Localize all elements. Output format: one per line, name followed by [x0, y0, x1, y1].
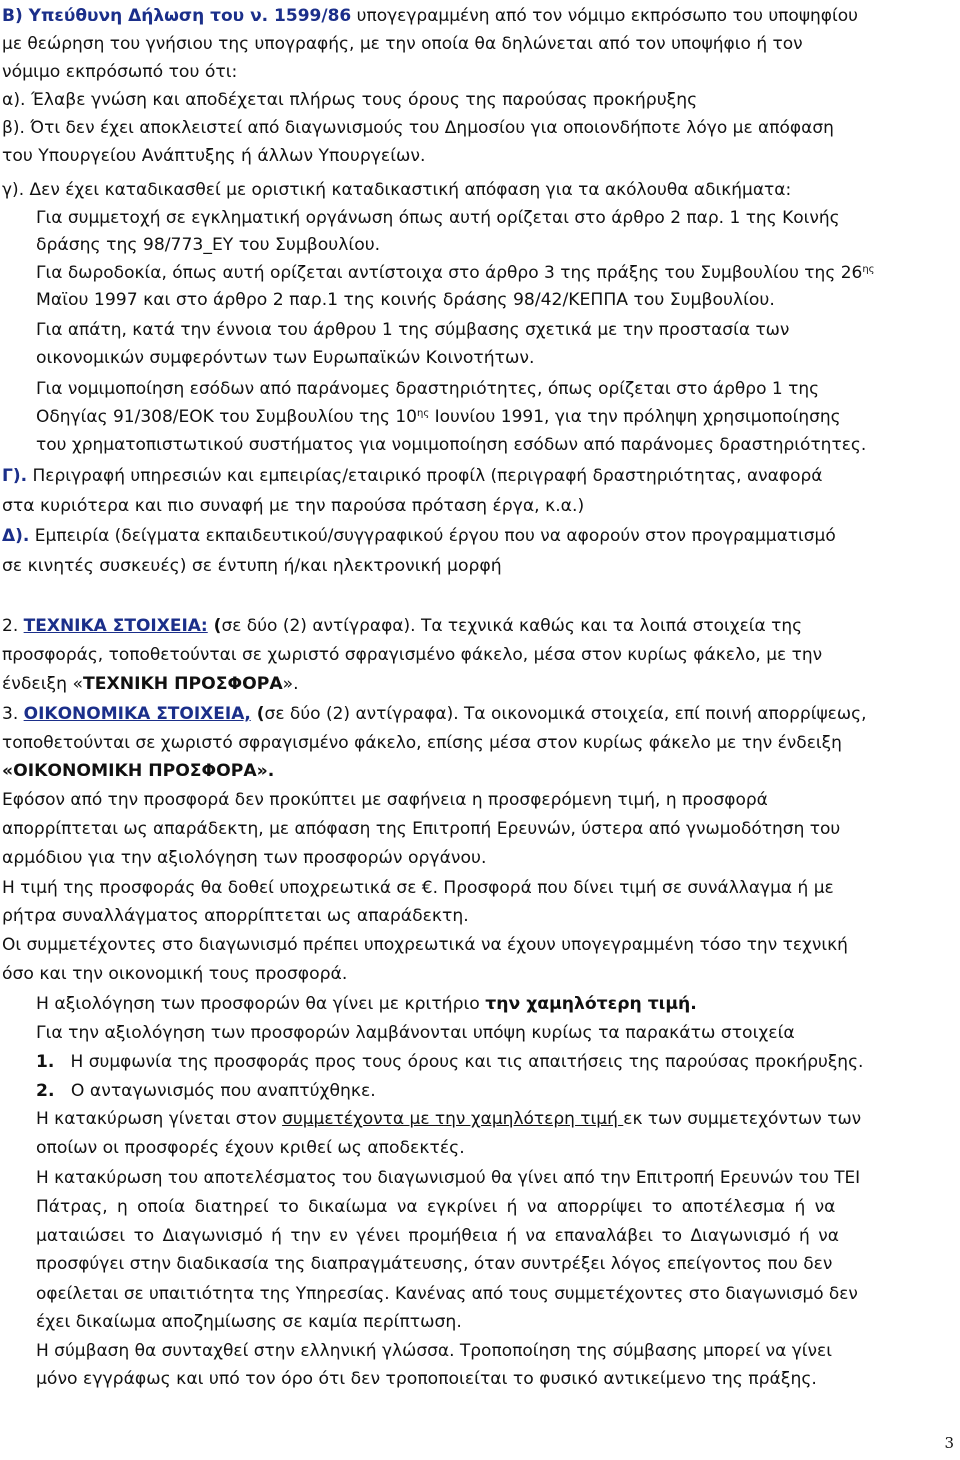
text-span: Η αξιολόγηση των προσφορών θα γίνει με κριτήριο — [36, 994, 486, 1014]
text-line: Η σύμβαση θα συνταχθεί στην ελληνική γλώσσα. Τροποποίηση της σύμβασης μπορεί να γίνει — [36, 1341, 832, 1361]
text-line: ματαιώσει το Διαγωνισμό ή την εν γένει προμήθεια ή να επαναλάβει το Διαγωνισμό ή να — [36, 1226, 839, 1246]
text-span-bold: την χαμηλότερη τιμή. — [485, 994, 697, 1014]
text-line: προσφύγει στην διαδικασία της διαπραγμάτευσης, όταν συντρέξει λόγος επείγοντος που δεν — [36, 1254, 833, 1274]
text-span: ( — [207, 616, 222, 636]
list-text: Η συμφωνία της προσφοράς προς τους όρους και τις απαιτήσεις της παρούσας προκήρυξης. — [70, 1052, 864, 1072]
text-line — [36, 261, 875, 285]
text-line: Η κατακύρωση του αποτελέσματος του διαγωνισμού θα γίνει από την Επιτροπή Ερευνών του ΤΕΙ — [36, 1167, 861, 1187]
list-item — [36, 1079, 376, 1103]
section-heading-technical: ΤΕΧΝΙΚΑ ΣΤΟΙΧΕΙΑ: — [23, 616, 208, 636]
text-span: Εμπειρία (δείγματα εκπαιδευτικού/συγγραφικού έργου που να αφορούν στον προγραμματισμό — [29, 526, 836, 546]
text-line — [2, 702, 867, 726]
list-number: 2. — [36, 1081, 55, 1101]
text-line: γ). Δεν έχει καταδικασθεί με οριστική καταδικαστική απόφαση για τα ακόλουθα αδικήματα: — [2, 180, 792, 200]
text-span: εκ των συμμετεχόντων των — [623, 1109, 862, 1129]
text-line — [2, 464, 822, 488]
text-line: ρήτρα συναλλάγματος απορρίπτεται ως απαράδεκτη. — [2, 906, 469, 926]
list-number: 1. — [36, 1052, 55, 1072]
superscript: ης — [417, 408, 430, 419]
text-line: του Υπουργείου Ανάπτυξης ή άλλων Υπουργείων. — [2, 146, 426, 166]
text-span: σε δύο (2) αντίγραφα). Τα οικονομικά στοιχεία, επί ποινή απορρίψεως, — [264, 704, 867, 724]
text-line: στα κυριότερα και πιο συναφή με την παρούσα πρόταση έργα, κ.α.) — [2, 496, 585, 516]
text-span: υπογεγραμμένη από τον νόμιμο εκπρόσωπο του υποψηφίου — [351, 6, 859, 26]
text-line: νόμιμο εκπρόσωπό του ότι: — [2, 62, 238, 82]
text-span: ». — [282, 674, 299, 694]
text-line: προσφοράς, τοποθετούνται σε χωριστό σφραγισμένο φάκελο, μέσα στον κυρίως φάκελο, με την — [2, 645, 823, 665]
text-span: Ιουνίου 1991, για την πρόληψη χρησιμοποίησης — [429, 407, 841, 427]
section-number: 3. — [2, 704, 24, 724]
list-text: Ο ανταγωνισμός που αναπτύχθηκε. — [70, 1081, 376, 1101]
text-line: οικονομικών συμφερόντων των Ευρωπαϊκών Κοινοτήτων. — [36, 348, 535, 368]
text-line: μόνο εγγράφως και υπό τον όρο ότι δεν τροποποιείται το φυσικό αντικείμενο της πράξης. — [36, 1369, 817, 1389]
text-line: «ΟΙΚΟΝΟΜΙΚΗ ΠΡΟΣΦΟΡΑ». — [2, 761, 275, 781]
text-line: σε κινητές συσκευές) σε έντυπη ή/και ηλεκτρονική μορφή — [2, 556, 502, 576]
text-line: Η τιμή της προσφοράς θα δοθεί υποχρεωτικά σε €. Προσφορά που δίνει τιμή σε συνάλλαγμα ή με — [2, 878, 834, 898]
text-line — [2, 614, 802, 638]
superscript: ης — [862, 264, 875, 275]
text-span: ένδειξη « — [2, 674, 83, 694]
text-line: δράσης της 98/773_ΕΥ του Συμβουλίου. — [36, 235, 381, 255]
text-line: όσο και την οικονομική τους προσφορά. — [2, 964, 348, 984]
page-number: 3 — [944, 1434, 954, 1452]
text-line: Για συμμετοχή σε εγκληματική οργάνωση όπως αυτή ορίζεται στο άρθρο 2 παρ. 1 της Κοινής — [36, 208, 840, 228]
text-line: οποίων οι προσφορές έχουν κριθεί ως αποδεκτές. — [36, 1138, 465, 1158]
text-span: Η κατακύρωση γίνεται στον — [36, 1109, 283, 1129]
text-span: Περιγραφή υπηρεσιών και εμπειρίας/εταιρικό προφίλ (περιγραφή δραστηριότητας, αναφορά — [27, 466, 823, 486]
text-line: Πάτρας, η οποία διατηρεί το δικαίωμα να εγκρίνει ή να απορρίψει το αποτέλεσμα ή να — [36, 1197, 836, 1217]
text-line: τοποθετούνται σε χωριστό σφραγισμένο φάκελο, επίσης μέσα στον κυρίως φάκελο με την ένδειξη — [2, 733, 842, 753]
list-item — [36, 1050, 863, 1074]
text-line: αρμόδιου για την αξιολόγηση των προσφορών οργάνου. — [2, 848, 487, 868]
text-line — [36, 992, 697, 1016]
section-heading-c: Γ). — [2, 466, 28, 486]
text-line: Για νομιμοποίηση εσόδων από παράνομες δραστηριότητες, όπως ορίζεται στο άρθρο 1 της — [36, 379, 820, 399]
text-line: με θεώρηση του γνήσιου της υπογραφής, με την οποία θα δηλώνεται από τον υποψήφιο ή τον — [2, 34, 803, 54]
text-line: έχει δικαίωμα αποζημίωσης σε καμία περίπτωση. — [36, 1312, 462, 1332]
text-line: του χρηματοπιστωτικού συστήματος για νομιμοποίηση εσόδων από παράνομες δραστηριότητες. — [36, 435, 867, 455]
text-span-underlined: συμμετέχοντα με την χαμηλότερη τιμή — [282, 1109, 624, 1129]
text-line: Οι συμμετέχοντες στο διαγωνισμό πρέπει υποχρεωτικά να έχουν υπογεγραμμένη τόσο την τεχνική — [2, 935, 848, 955]
section-number: 2. — [2, 616, 24, 636]
text-span: Για δωροδοκία, όπως αυτή ορίζεται αντίστοιχα στο άρθρο 3 της πράξης του Συμβουλίου της 26 — [36, 263, 863, 283]
section-heading-d: Δ). — [2, 526, 30, 546]
text-line: Εφόσον από την προσφορά δεν προκύπτει με σαφήνεια η προσφερόμενη τιμή, η προσφορά — [2, 790, 768, 810]
text-line — [36, 1107, 861, 1131]
section-heading-financial: ΟΙΚΟΝΟΜΙΚΑ ΣΤΟΙΧΕΙΑ, — [23, 704, 251, 724]
text-line — [2, 524, 836, 548]
text-line — [2, 672, 299, 696]
text-line — [36, 405, 841, 429]
text-line: Μαϊου 1997 και στο άρθρο 2 παρ.1 της κοινής δράσης 98/42/ΚΕΠΠΑ του Συμβουλίου. — [36, 290, 775, 310]
text-line: Για την αξιολόγηση των προσφορών λαμβάνονται υπόψη κυρίως τα παρακάτω στοιχεία — [36, 1023, 795, 1043]
text-span: σε δύο (2) αντίγραφα). Τα τεχνικά καθώς και τα λοιπά στοιχεία της — [221, 616, 803, 636]
text-line: απορρίπτεται ως απαράδεκτη, με απόφαση της Επιτροπή Ερευνών, ύστερα από γνωμοδότηση του — [2, 819, 841, 839]
text-line: οφείλεται σε υπαιτιότητα της Υπηρεσίας. Κανένας από τους συμμετέχοντες στο διαγωνισμό δεν — [36, 1283, 858, 1303]
text-line: β). Ότι δεν έχει αποκλειστεί από διαγωνισμούς του Δημοσίου για οποιονδήποτε λόγο με απόφαση — [2, 118, 834, 138]
text-span: Οδηγίας 91/308/ΕΟΚ του Συμβουλίου της 10 — [36, 407, 417, 427]
text-line — [2, 4, 858, 28]
text-line: α). Έλαβε γνώση και αποδέχεται πλήρως τους όρους της παρούσας προκήρυξης — [2, 90, 698, 110]
section-heading-b: Β) Υπεύθυνη Δήλωση του ν. 1599/86 — [2, 6, 352, 26]
text-span: ( — [250, 704, 265, 724]
text-line: Για απάτη, κατά την έννοια του άρθρου 1 της σύμβασης σχετικά με την προστασία των — [36, 320, 790, 340]
text-span-bold: ΤΕΧΝΙΚΗ ΠΡΟΣΦΟΡΑ — [82, 674, 283, 694]
